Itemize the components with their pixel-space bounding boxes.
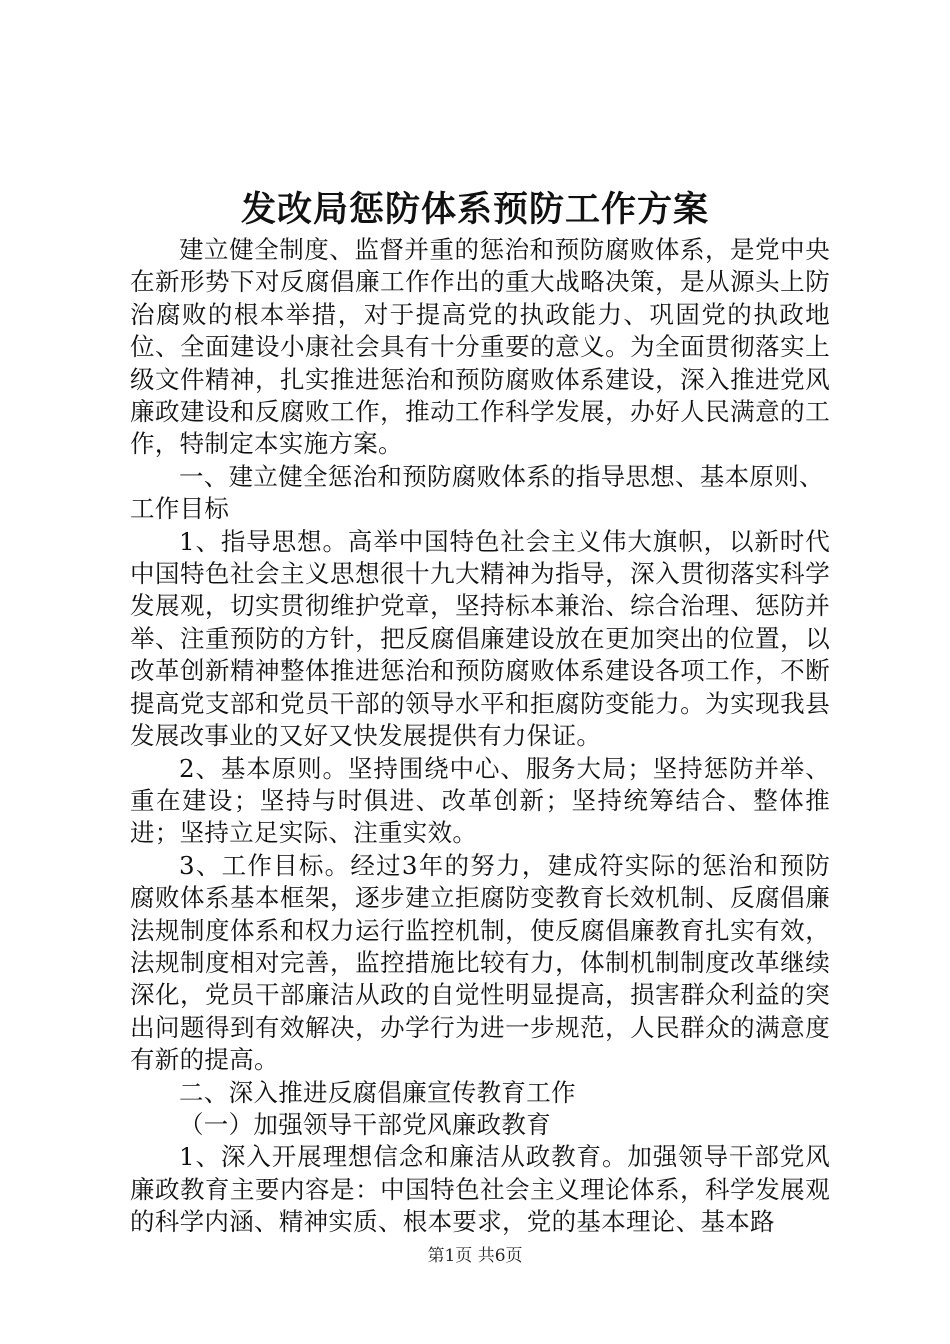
document-title: 发改局惩防体系预防工作方案 xyxy=(240,189,709,230)
document-body xyxy=(130,234,830,1239)
paragraph-education: 1、深入开展理想信念和廉洁从政教育。加强领导干部党风廉政教育主要内容是：中国特色社会主义理论体系，科学发展观的科学内涵、精神实质、根本要求，党的基本理论、基本路 xyxy=(130,1142,830,1237)
page-number-footer: 第1页 共6页 xyxy=(427,1246,523,1266)
section-heading-1: 一、建立健全惩治和预防腐败体系的指导思想、基本原则、工作目标 xyxy=(130,461,824,524)
section-heading-2: 二、深入推进反腐倡廉宣传教育工作 xyxy=(179,1077,576,1107)
subsection-heading-1: （一）加强领导干部党风廉政教育 xyxy=(179,1109,551,1139)
paragraph-basic-principles: 2、基本原则。坚持围绕中心、服务大局；坚持惩防并举、重在建设；坚持与时俱进、改革创新；坚持统筹结合、整体推进；坚持立足实际、注重实效。 xyxy=(130,753,830,848)
paragraph-guiding-thought: 1、指导思想。高举中国特色社会主义伟大旗帜，以新时代中国特色社会主义思想很十九大精神为指导，深入贯彻落实科学发展观，切实贯彻维护党章，坚持标本兼治、综合治理、惩防并举、注重预防的方针，把反腐倡廉建设放在更加突出的位置，以改革创新精神整体推进惩治和预防腐败体系建设各项工作，不断提高党支部和党员干部的领导水平和拒腐防变能力。为实现我县发展改事业的又好又快发展提供有力保证。 xyxy=(130,526,830,751)
paragraph-work-goals: 3、工作目标。经过3年的努力，建成符实际的惩治和预防腐败体系基本框架，逐步建立拒腐防变教育长效机制、反腐倡廉法规制度体系和权力运行监控机制，使反腐倡廉教育扎实有效，法规制度相对完善，监控措施比较有力，体制机制制度改革继续深化，党员干部廉洁从政的自觉性明显提高，损害群众利益的突出问题得到有效解决，办学行为进一步规范，人民群众的满意度有新的提高。 xyxy=(130,850,830,1075)
paragraph-intro: 建立健全制度、监督并重的惩治和预防腐败体系，是党中央在新形势下对反腐倡廉工作作出的重大战略决策，是从源头上防治腐败的根本举措，对于提高党的执政能力、巩固党的执政地位、全面建设小康社会具有十分重要的意义。为全面贯彻落实上级文件精神，扎实推进惩治和预防腐败体系建设，深入推进党风廉政建设和反腐败工作，推动工作科学发展，办好人民满意的工作，特制定本实施方案。 xyxy=(130,235,830,459)
